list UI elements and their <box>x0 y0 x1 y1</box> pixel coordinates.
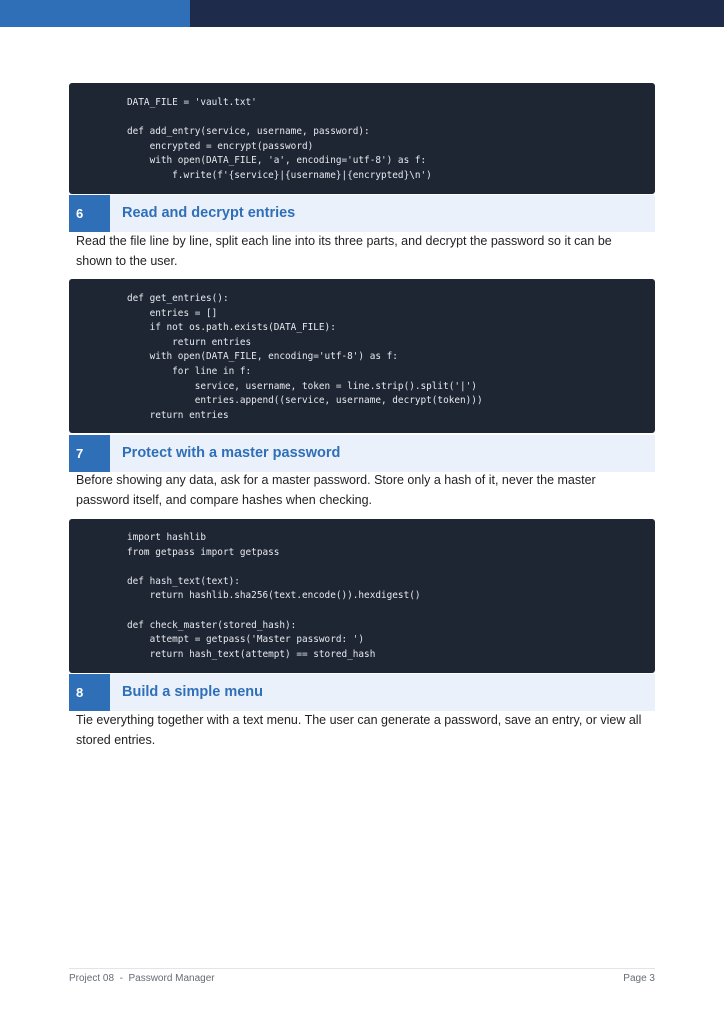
step-7-heading <box>69 435 655 472</box>
step-title: Protect with a master password <box>122 445 341 461</box>
header-accent <box>0 0 190 27</box>
step-number: 8 <box>69 674 110 711</box>
step-title: Read and decrypt entries <box>122 205 296 221</box>
step-number: 7 <box>69 435 110 472</box>
step-7-description: Before showing any data, ask for a master password. Store only a hash of it, never the master password itself, and compare hashes when checking. <box>76 473 596 507</box>
code-block-add-entry: DATA_FILE = 'vault.txt' def add_entry(service, username, password): encrypted = encrypt(password) with open(DATA_FILE, 'a', encoding='utf-8') as f: f.write(f'{service}|{username}|{encrypted}\n') <box>69 83 655 194</box>
step-6-heading <box>69 195 655 232</box>
footer-divider <box>69 968 655 969</box>
step-number: 6 <box>69 195 110 232</box>
footer-page-number: Page 3 <box>623 973 655 984</box>
footer-project-title: Project 08 - Password Manager <box>69 973 215 984</box>
header-bar <box>0 0 724 27</box>
step-title: Build a simple menu <box>122 684 263 700</box>
step-8-description: Tie everything together with a text menu. The user can generate a password, save an entry, or view all stored entries. <box>76 713 642 747</box>
code-block-master-password: import hashlib from getpass import getpass def hash_text(text): return hashlib.sha256(text.encode()).hexdigest() def check_master(stored_hash): attempt = getpass('Master password: ') return hash_text(attempt) == stored_hash <box>69 519 655 673</box>
step-8-heading <box>69 674 655 711</box>
code-block-get-entries: def get_entries(): entries = [] if not os.path.exists(DATA_FILE): return entries with open(DATA_FILE, encoding='utf-8') as f: for line in f: service, username, token = line.strip().split('|') entries.append((service, username, decrypt(token))) return entries <box>69 279 655 433</box>
step-6-description: Read the file line by line, split each line into its three parts, and decrypt the password so it can be shown to the user. <box>76 234 612 268</box>
